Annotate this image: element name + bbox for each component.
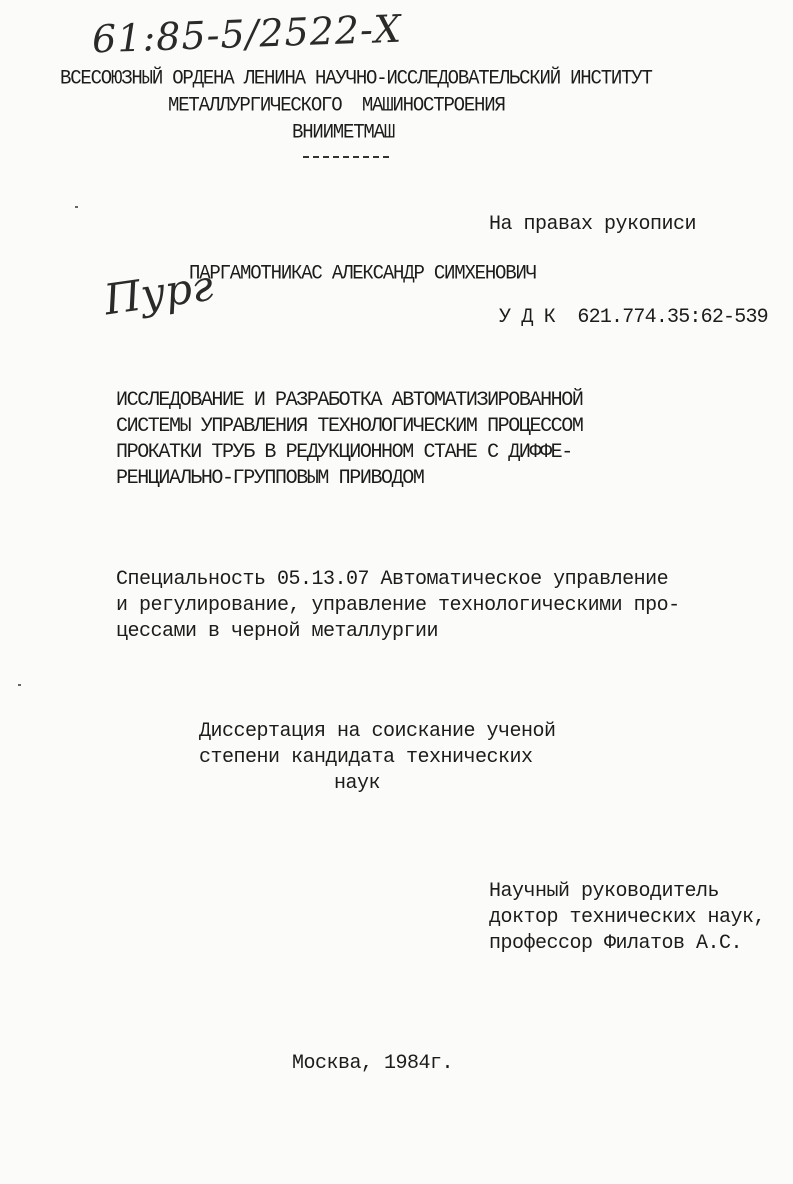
institute-name-line1: ВСЕСОЮЗНЫЙ ОРДЕНА ЛЕНИНА НАУЧНО-ИССЛЕДОВАТЕЛЬСКИЙ ИНСТИТУТ [60,66,652,90]
udc-code: У Д К 621.774.35:62-539 [499,306,768,329]
institute-abbreviation: ВНИИМЕТМАШ [292,120,395,144]
title-line: ПРОКАТКИ ТРУБ В РЕДУКЦИОННОМ СТАНЕ С ДИФФЕ- [116,441,572,464]
manuscript-rights-note: На правах рукописи [489,213,697,236]
author-signature: Пург [101,260,216,325]
institute-name-line2: МЕТАЛЛУРГИЧЕСКОГО МАШИНОСТРОЕНИЯ [168,93,505,117]
dissertation-note-line: Диссертация на соискание ученой [199,720,556,743]
place-and-year: Москва, 1984г. [292,1052,454,1075]
title-line: СИСТЕМЫ УПРАВЛЕНИЯ ТЕХНОЛОГИЧЕСКИМ ПРОЦЕССОМ [116,415,583,438]
title-line: ИССЛЕДОВАНИЕ И РАЗРАБОТКА АВТОМАТИЗИРОВАННОЙ [116,389,583,412]
speciality-line: цессами в черной металлургии [116,620,439,643]
speciality-line: и регулирование, управление технологическими про- [116,594,680,617]
dissertation-note-line: степени кандидата технических [199,746,533,769]
speciality-line: Специальность 05.13.07 Автоматическое управление [116,568,669,591]
dissertation-note-line: наук [334,772,381,795]
header-divider [303,156,389,158]
title-line: РЕНЦИАЛЬНО-ГРУППОВЫМ ПРИВОДОМ [116,467,424,490]
handwritten-archive-number: 61:85-5/2522-Х [91,6,403,62]
author-name: ПАРГАМОТНИКАС АЛЕКСАНДР СИМХЕНОВИЧ [189,261,536,285]
supervisor-line: профессор Филатов А.С. [489,932,743,955]
scan-speck [18,684,21,686]
scan-speck [75,206,78,208]
supervisor-line: доктор технических наук, [489,906,766,929]
supervisor-line: Научный руководитель [489,880,720,903]
